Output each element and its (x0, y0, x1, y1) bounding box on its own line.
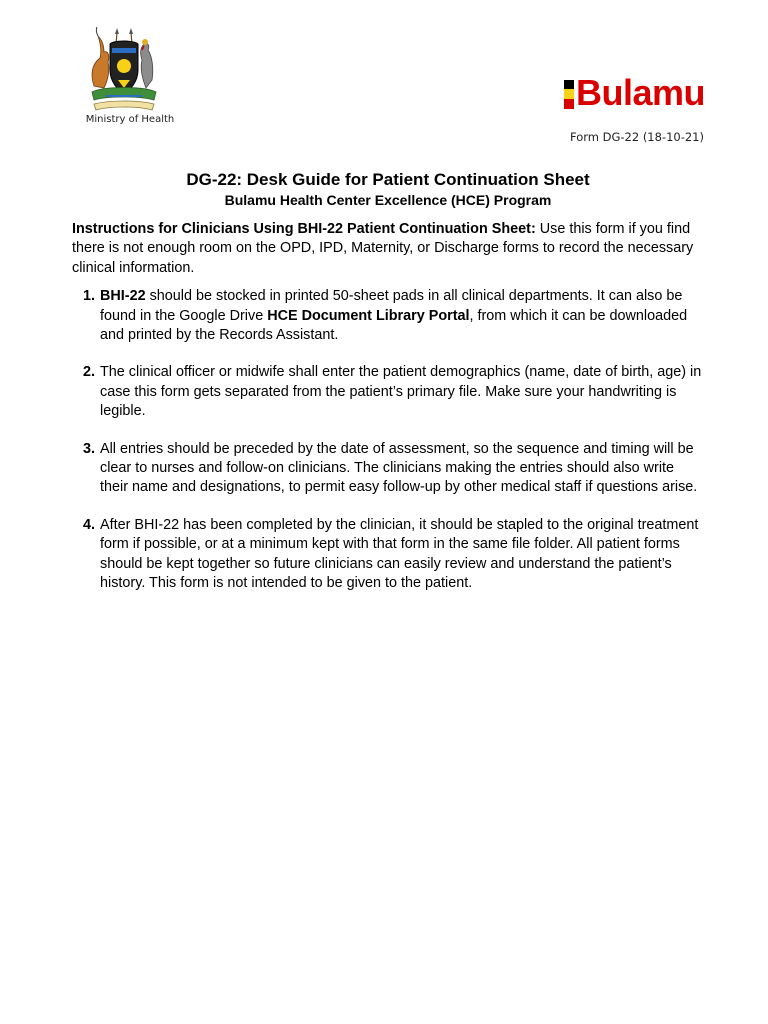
item-text: , from which it can be downloaded and printed by the Records Assistant. (100, 307, 688, 344)
instruction-item (72, 287, 704, 345)
document-header (0, 0, 768, 160)
item-text: After BHI-22 has been completed by the clinician, it should be stapled to the original treatment form if possible, or at a minimum kept with that form in the same file folder. All patient forms should be kept together so future clinicians can easily review and understand the patient’s history. This form is not intended to be given to the patient. (100, 516, 699, 592)
item-text-bold: BHI-22 (100, 288, 146, 305)
instructions-heading: Instructions for Clinicians Using BHI-22 Patient Continuation Sheet: (72, 221, 536, 237)
instructions-intro (72, 220, 704, 278)
item-number: 4. (83, 516, 96, 533)
instruction-item (72, 363, 704, 421)
document-body (72, 170, 704, 612)
form-code: Form DG-22 (18-10-21) (569, 130, 704, 144)
instructions-text: Use this form if you find there is not enough room on the OPD, IPD, Maternity, or Discharge forms to record the necessary clinical information. (72, 221, 694, 276)
item-number: 1. (83, 288, 96, 305)
instruction-item (72, 516, 704, 594)
uganda-coat-of-arms-icon (84, 26, 164, 112)
bulamu-logo (564, 72, 706, 113)
instructions-list (72, 287, 704, 593)
item-text: should be stocked in printed 50-sheet pads in all clinical departments. It can also be found in the Google Drive (100, 288, 683, 324)
ministry-label: Ministry of Health (85, 114, 175, 125)
item-number: 3. (83, 440, 96, 457)
item-number: 2. (83, 364, 96, 381)
document-subtitle: Bulamu Health Center Excellence (HCE) Program (224, 192, 552, 208)
brand-name: Bulamu (576, 72, 706, 113)
uganda-flag-icon (564, 80, 574, 109)
item-text-bold: HCE Document Library Portal (267, 307, 470, 324)
document-title: DG-22: Desk Guide for Patient Continuation Sheet (186, 170, 590, 189)
item-text: All entries should be preceded by the date of assessment, so the sequence and timing will be clear to nurses and follow-on clinicians. The clinicians making the entries should also write their name and designations, to permit easy follow-up by other medical staff if questions arise. (100, 440, 698, 496)
item-text: The clinical officer or midwife shall enter the patient demographics (name, date of birth, age) in case this form gets separated from the patient’s primary file. Make sure your handwriting is legible. (100, 364, 702, 420)
instruction-item (72, 440, 704, 498)
